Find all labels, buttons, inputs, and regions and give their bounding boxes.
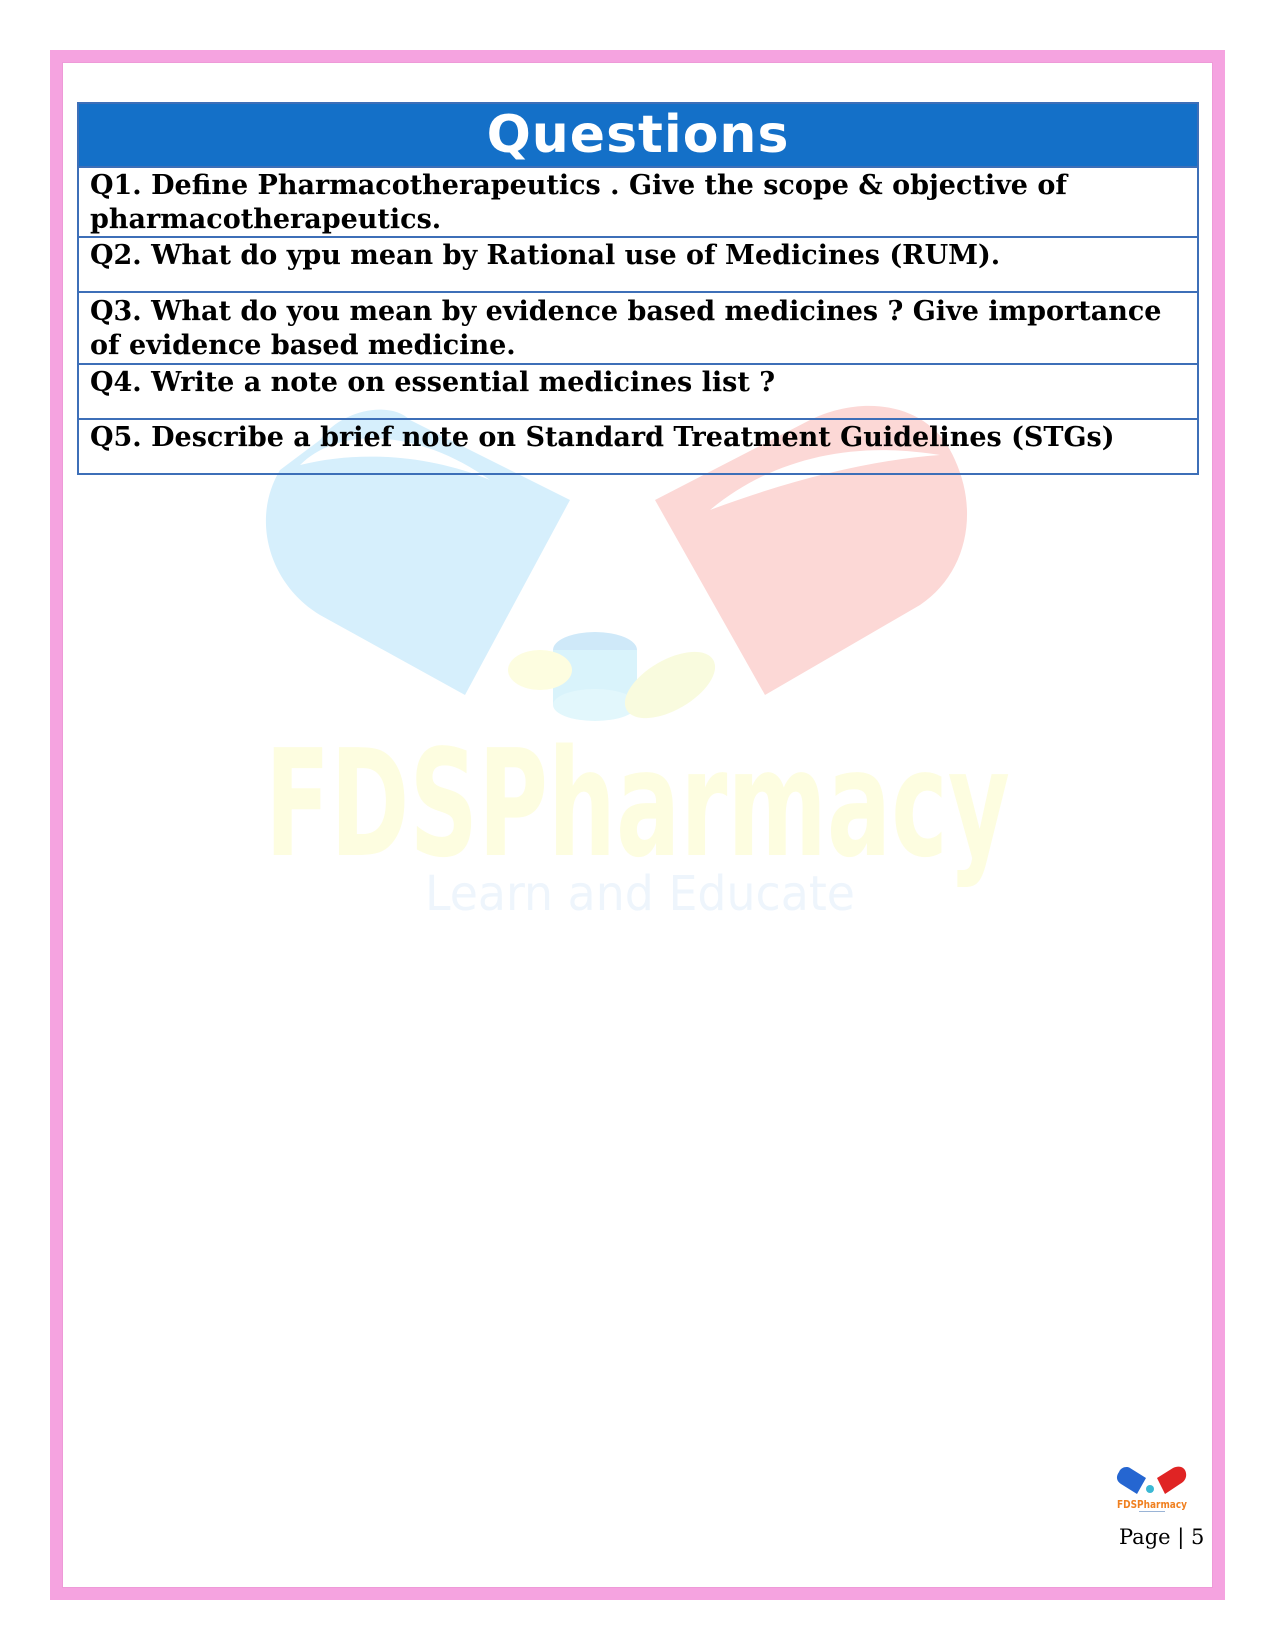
question-row: Q3. What do you mean by evidence based medicines ? Give importance of evidence based medicine. [79,291,1197,363]
fdspharmacy-logo [1113,1464,1191,1524]
questions-table [77,102,1199,475]
question-row: Q1. Define Pharmacotherapeutics . Give the scope & objective of pharmacotherapeutics. [79,166,1197,236]
capsule-red-small-icon [1157,1467,1186,1494]
table-title: Questions [79,104,1197,166]
question-row: Q5. Describe a brief note on Standard Treatment Guidelines (STGs) [79,418,1197,473]
watermark-brand: FDSPharmacy [265,718,1010,890]
capsule-blue-small-icon [1117,1467,1146,1494]
watermark-tagline: Learn and Educate [425,866,855,922]
logo-text: FDSPharmacy [1117,1498,1187,1511]
question-row: Q2. What do ypu mean by Rational use of Medicines (RUM). [79,236,1197,291]
page-number: Page | 5 [1119,1525,1205,1549]
question-row: Q4. Write a note on essential medicines list ? [79,363,1197,418]
watermark-logo [250,400,1050,990]
pill-bottle-icon [508,632,726,732]
